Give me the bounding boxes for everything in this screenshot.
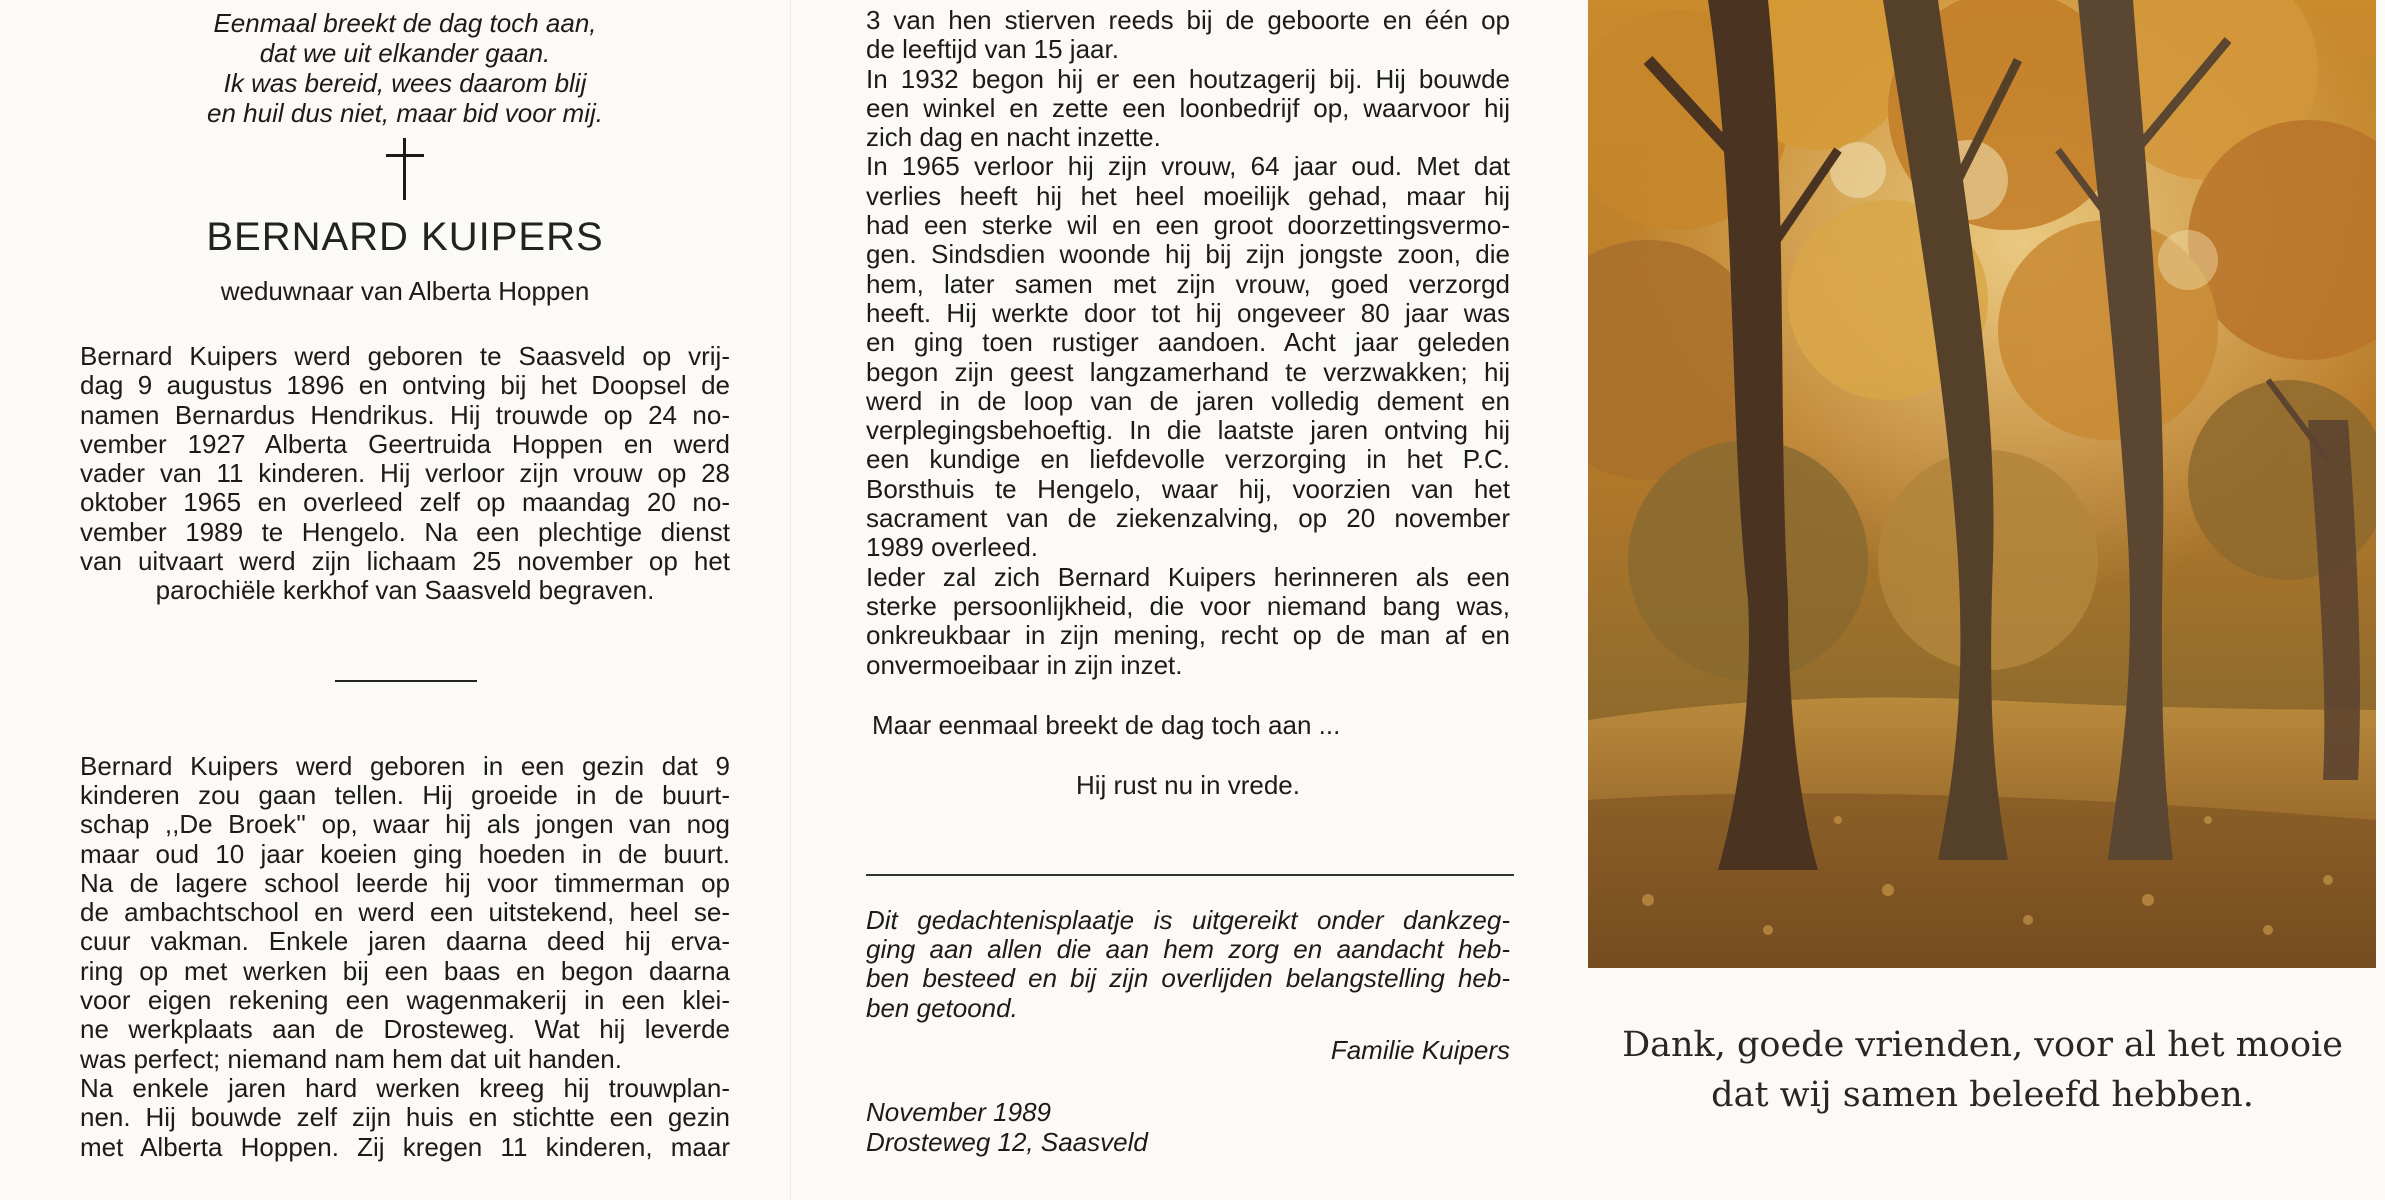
widower-subtitle: weduwnaar van Alberta Hoppen bbox=[220, 276, 590, 306]
biography-summary bbox=[80, 342, 730, 606]
life-story-continued bbox=[866, 6, 1510, 680]
thanks-line: Dit gedachtenisplaatje is uitgereikt onder dankzeg- bbox=[866, 904, 1510, 935]
story-line: kinderen zou gaan tellen. Hij groeide in de buurt- bbox=[80, 779, 730, 810]
story-line: In 1965 verloor hij zijn vrouw, 64 jaar oud. Met dat bbox=[866, 151, 1510, 182]
story-line: ring op met werken bij een baas en begon daarna bbox=[80, 955, 730, 986]
thanks-note bbox=[866, 906, 1510, 1023]
opening-poem bbox=[80, 8, 730, 128]
story-line: verplegingsbehoeftig. In die laatste jaren ontving hij bbox=[866, 415, 1510, 446]
family-signoff: Familie Kuipers bbox=[1330, 1035, 1510, 1066]
quote-line: dat wij samen beleefd hebben. bbox=[1711, 1075, 2254, 1115]
life-story bbox=[80, 752, 730, 1162]
poem-line: dat we uit elkander gaan. bbox=[259, 38, 551, 68]
bio-line: vember 1927 Alberta Geertruida Hoppen en werd bbox=[80, 428, 730, 459]
deceased-name: BERNARD KUIPERS bbox=[206, 215, 604, 259]
story-line: schap ,,De Broek'' op, waar hij als jongen van nog bbox=[80, 809, 730, 840]
story-line: een winkel en zette een loonbedrijf op, waarvoor hij bbox=[866, 92, 1510, 123]
bio-line: dag 9 augustus 1896 en ontving bij het Doopsel de bbox=[80, 370, 730, 401]
bio-line: oktober 1965 en overleed zelf op maandag 20 no- bbox=[80, 487, 730, 518]
story-line: Na de lagere school leerde hij voor timmerman op bbox=[80, 867, 730, 898]
story-line: Na enkele jaren hard werken kreeg hij trouwplan- bbox=[80, 1072, 730, 1103]
story-line: een kundige en liefdevolle verzorging in het P.C. bbox=[866, 444, 1510, 475]
thanks-line: ben getoond. bbox=[866, 992, 1018, 1023]
date: November 1989 bbox=[866, 1097, 1051, 1128]
story-line: de leeftijd van 15 jaar. bbox=[866, 34, 1119, 65]
divider bbox=[866, 874, 1514, 876]
story-line: nen. Hij bouwde zelf zijn huis en stichtte een gezin bbox=[80, 1102, 730, 1133]
poem-line: Ik was bereid, wees daarom blij bbox=[223, 68, 587, 98]
address: Drosteweg 12, Saasveld bbox=[866, 1127, 1148, 1158]
thanks-line: ben besteed en bij zijn overlijden belangstelling heb- bbox=[866, 963, 1510, 994]
story-line: sacrament van de ziekenzalving, op 20 november bbox=[866, 503, 1510, 534]
date-and-address bbox=[866, 1097, 1510, 1157]
story-line: was perfect; niemand nam hem dat uit handen. bbox=[80, 1043, 622, 1074]
story-line: verlies heeft hij het heel moeilijk gehad, maar hij bbox=[866, 180, 1510, 211]
bio-line: namen Bernardus Hendrikus. Hij trouwde op 24 no- bbox=[80, 399, 730, 430]
thanks-line: ging aan allen die aan hem zorg en aandacht heb- bbox=[866, 934, 1510, 965]
poem-line: Eenmaal breekt de dag toch aan, bbox=[213, 8, 597, 38]
story-line: Bernard Kuipers werd geboren in een gezin dat 9 bbox=[80, 750, 730, 781]
thank-you-quote bbox=[1580, 1020, 2385, 1120]
story-line: Borsthuis te Hengelo, waar hij, voorzien van het bbox=[866, 473, 1510, 504]
left-panel bbox=[0, 0, 790, 1200]
poem-line: en huil dus niet, maar bid voor mij. bbox=[207, 98, 603, 128]
story-line: 3 van hen stierven reeds bij de geboorte en één op bbox=[866, 5, 1510, 35]
story-line: gen. Sindsdien woonde hij bij zijn jongste zoon, die bbox=[866, 239, 1510, 270]
story-line: de ambachtschool en werd een uitstekend, heel se- bbox=[80, 897, 730, 928]
story-line: met Alberta Hoppen. Zij kregen 11 kinderen, maar bbox=[80, 1131, 730, 1162]
bio-line: van uitvaart werd zijn lichaam 25 november op het bbox=[80, 546, 730, 577]
story-line: In 1932 begon hij er een houtzagerij bij. Hij bouwde bbox=[866, 63, 1510, 94]
divider bbox=[335, 680, 477, 682]
story-line: onkreukbaar in zijn mening, recht op de man af en bbox=[866, 620, 1510, 651]
closing-line: Maar eenmaal breekt de dag toch aan ... bbox=[872, 709, 1341, 740]
bio-line: vember 1989 te Hengelo. Na een plechtige dienst bbox=[80, 516, 730, 547]
story-line: hem, later samen met zijn vrouw, goed verzorgd bbox=[866, 268, 1510, 299]
story-line: heeft. Hij werkte door tot hij ongeveer 80 jaar was bbox=[866, 297, 1510, 328]
story-line: maar oud 10 jaar koeien ging hoeden in de buurt. bbox=[80, 838, 730, 869]
autumn-forest-photo bbox=[1588, 0, 2376, 968]
story-line: en ging toen rustiger aandoen. Acht jaar geleden bbox=[866, 327, 1510, 358]
story-line: Ieder zal zich Bernard Kuipers herinneren als een bbox=[866, 561, 1510, 592]
rest-in-peace: Hij rust nu in vrede. bbox=[1076, 769, 1300, 800]
story-line: ne werkplaats aan de Drosteweg. Wat hij leverde bbox=[80, 1014, 730, 1045]
story-line: zich dag en nacht inzette. bbox=[866, 122, 1161, 153]
bio-line: Bernard Kuipers werd geboren te Saasveld op vrij- bbox=[80, 341, 730, 371]
story-line: cuur vakman. Enkele jaren daarna deed hij erva- bbox=[80, 926, 730, 957]
story-line: begon zijn geest langzamerhand te verzwakken; hij bbox=[866, 356, 1510, 387]
forest-illustration bbox=[1588, 0, 2376, 968]
story-line: had een sterke wil en een groot doorzettingsvermo- bbox=[866, 210, 1510, 241]
story-line: sterke persoonlijkheid, die voor niemand bang was, bbox=[866, 590, 1510, 621]
quote-line: Dank, goede vrienden, voor al het mooie bbox=[1622, 1025, 2343, 1065]
bio-line: parochiële kerkhof van Saasveld begraven. bbox=[155, 575, 655, 606]
story-line: voor eigen rekening een wagenmakerij in een klei- bbox=[80, 985, 730, 1016]
story-line: werd in de loop van de jaren volledig dement en bbox=[866, 385, 1510, 416]
bio-line: vader van 11 kinderen. Hij verloor zijn vrouw op 28 bbox=[80, 458, 730, 489]
story-line: onvermoeibaar in zijn inzet. bbox=[866, 649, 1183, 680]
right-panel bbox=[1580, 0, 2385, 1200]
story-line: 1989 overleed. bbox=[866, 532, 1039, 563]
cross-icon bbox=[380, 138, 430, 200]
middle-panel bbox=[790, 0, 1580, 1200]
